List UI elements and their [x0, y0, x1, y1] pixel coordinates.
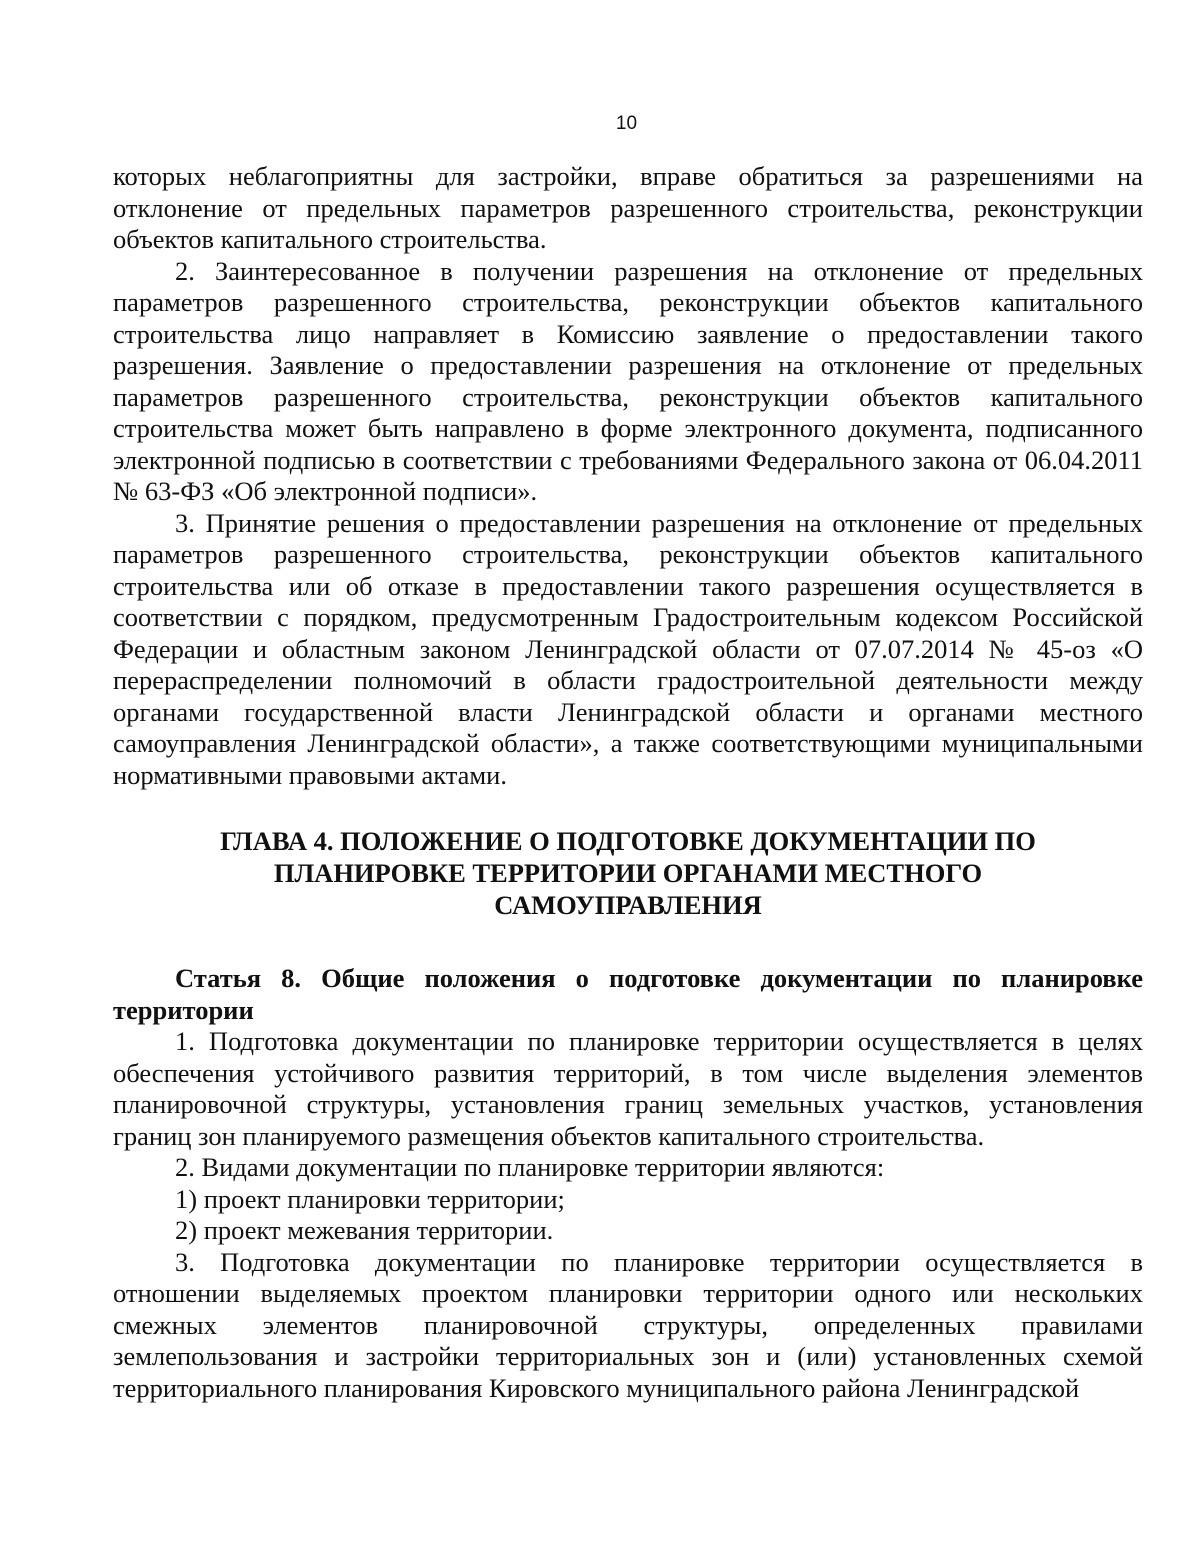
page-number: 10 [615, 113, 638, 134]
article-heading: Статья 8. Общие положения о подготовке документации по планировке территории [113, 963, 1143, 1025]
article-paragraph-1: 1. Подготовка документации по планировке территории осуществляется в целях обеспечения устойчивого развития территорий, в том числе выделения элементов планировочной структуры, установления границ земельных участков, установления границ зон планируемого размещения объектов капитального строительства. [113, 1026, 1143, 1151]
list-item-surveying-project: 2) проект межевания территории. [175, 1215, 554, 1245]
article-paragraph-2: 2. Видами документации по планировке территории являются: [175, 1152, 885, 1182]
paragraph-item-2: 2. Заинтересованное в получении разрешения на отклонение от предельных параметров разрешенного строительства, реконструкции объектов капитального строительства лицо направляет в Комиссию заявление о предоставлении такого разрешения. Заявление о предоставлении разрешения на отклонение от предельных параметров разрешенного строительства, реконструкции объектов капитального строительства может быть направлено в форме электронного документа, подписанного электронной подписью в соответствии с требованиями Федерального закона от 06.04.2011 № 63-ФЗ «Об электронной подписи». [113, 255, 1143, 506]
article-paragraph-3: 3. Подготовка документации по планировке территории осуществляется в отношении выделяемых проектом планировки территории одного или нескольких смежных элементов планировочной структуры, определенных правилами землепользования и застройки территориальных зон и (или) установленных схемой территориального планирования Кировского муниципального района Ленинградской [113, 1246, 1143, 1403]
list-item-planning-project: 1) проект планировки территории; [175, 1183, 565, 1214]
paragraph-item-3: 3. Принятие решения о предоставлении разрешения на отклонение от предельных параметров разрешенного строительства, реконструкции объектов капитального строительства или об отказе в предоставлении такого разрешения осуществляется в соответствии с порядком, предусмотренным Градостроительным кодексом Российской Федерации и областным законом Ленинградской области от 07.07.2014 № 45-оз «О перераспределении полномочий в области градостроительной деятельности между органами государственной власти Ленинградской области и органами местного самоуправления Ленинградской области», а также соответствующими муниципальными нормативными правовыми актами. [113, 507, 1143, 790]
paragraph-continuation: которых неблагоприятны для застройки, вправе обратиться за разрешениями на отклонение от предельных параметров разрешенного строительства, реконструкции объектов капитального строительства. [113, 161, 1143, 254]
document-body [113, 161, 1143, 1404]
chapter-heading: ГЛАВА 4. ПОЛОЖЕНИЕ О ПОДГОТОВКЕ ДОКУМЕНТАЦИИ ПО ПЛАНИРОВКЕ ТЕРРИТОРИИ ОРГАНАМИ МЕСТНОГО САМОУПРАВЛЕНИЯ [220, 826, 1036, 920]
